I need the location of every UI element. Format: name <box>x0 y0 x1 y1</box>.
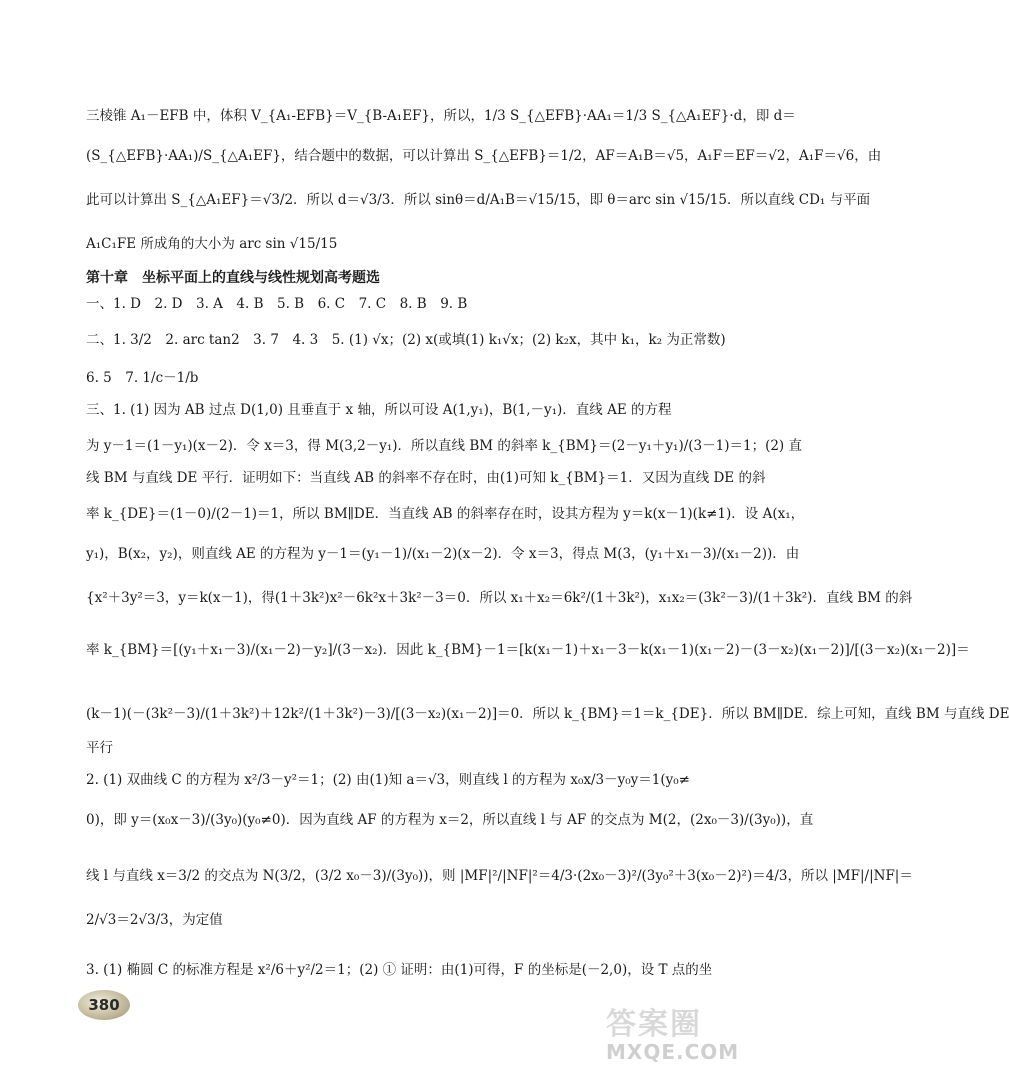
text-line: 三棱锥 A₁－EFB 中，体积 V_{A₁-EFB}＝V_{B-A₁EF}，所以，1/3 S_{△EFB}·AA₁＝1/3 S_{△A₁EF}·d，即 d＝ <box>86 108 796 124</box>
text-line: A₁C₁FE 所成角的大小为 arc sin √15/15 <box>86 236 338 252</box>
text-line: 0)，即 y＝(x₀x－3)/(3y₀)(y₀≠0)．因为直线 AF 的方程为 x＝2，所以直线 l 与 AF 的交点为 M(2，(2x₀－3)/(3y₀))，直 <box>86 812 814 828</box>
text-line: 3. (1) 椭圆 C 的标准方程是 x²/6＋y²/2＝1；(2) ① 证明：由(1)可得，F 的坐标是(－2,0)，设 T 点的坐 <box>86 962 713 978</box>
watermark-logo-bottom: MXQE.COM <box>606 1040 740 1064</box>
text-line: 三、1. (1) 因为 AB 过点 D(1,0) 且垂直于 x 轴，所以可设 A(1,y₁)，B(1,－y₁)．直线 AE 的方程 <box>86 402 672 418</box>
text-line: {x²＋3y²＝3，y＝k(x－1)，得(1＋3k²)x²－6k²x＋3k²－3＝0．所以 x₁＋x₂＝6k²/(1＋3k²)，x₁x₂＝(3k²－3)/(1＋3k²)．直线 BM 的斜 <box>86 590 913 606</box>
text-line: 率 k_{DE}＝(1－0)/(2－1)＝1，所以 BM∥DE．当直线 AB 的斜率存在时，设其方程为 y＝k(x－1)(k≠1)．设 A(x₁， <box>86 506 805 522</box>
text-line: 此可以计算出 S_{△A₁EF}＝√3/2．所以 d＝√3/3．所以 sinθ＝d/A₁B＝√15/15，即 θ＝arc sin √15/15．所以直线 CD₁ 与平面 <box>86 192 871 208</box>
text-line: 2/√3＝2√3/3，为定值 <box>86 912 223 928</box>
text-line: (k－1)(－(3k²－3)/(1＋3k²)＋12k²/(1＋3k²)－3)/[(3－x₂)(x₁－2)]＝0．所以 k_{BM}＝1＝k_{DE}．所以 BM∥DE．综上可知，直线 BM 与直线 DE <box>86 706 1009 722</box>
text-line: y₁)，B(x₂，y₂)，则直线 AE 的方程为 y－1＝(y₁－1)/(x₁－2)(x－2)．令 x＝3，得点 M(3，(y₁＋x₁－3)/(x₁－2))．由 <box>86 546 800 562</box>
text-line: 为 y－1＝(1－y₁)(x－2)．令 x＝3，得 M(3,2－y₁)．所以直线 BM 的斜率 k_{BM}＝(2－y₁＋y₁)/(3－1)＝1；(2) 直 <box>86 438 802 454</box>
text-line: 一、1. D 2. D 3. A 4. B 5. B 6. C 7. C 8. B 9. B <box>86 296 468 312</box>
watermark-logo <box>606 1007 746 1068</box>
text-line: 平行 <box>86 740 113 756</box>
page-number: 380 <box>88 996 120 1014</box>
page-number-badge <box>78 990 130 1020</box>
chapter-heading: 第十章 坐标平面上的直线与线性规划高考题选 <box>86 270 380 286</box>
text-line: 2. (1) 双曲线 C 的方程为 x²/3－y²＝1；(2) 由(1)知 a＝√3，则直线 l 的方程为 x₀x/3－y₀y＝1(y₀≠ <box>86 772 690 788</box>
text-line: 二、1. 3/2 2. arc tan2 3. 7 4. 3 5. (1) √x；(2) x(或填(1) k₁√x；(2) k₂x，其中 k₁，k₂ 为正常数) <box>86 332 726 348</box>
watermark-logo-top: 答案圈 <box>606 1007 702 1042</box>
text-line: 6. 5 7. 1/c－1/b <box>86 370 199 386</box>
text-line: 线 BM 与直线 DE 平行．证明如下：当直线 AB 的斜率不存在时，由(1)可知 k_{BM}＝1．又因为直线 DE 的斜 <box>86 470 766 486</box>
text-line: (S_{△EFB}·AA₁)/S_{△A₁EF}，结合题中的数据，可以计算出 S_{△EFB}＝1/2，AF＝A₁B＝√5，A₁F＝EF＝√2，A₁F＝√6，由 <box>86 148 882 164</box>
text-line: 率 k_{BM}＝[(y₁＋x₁－3)/(x₁－2)－y₂]/(3－x₂)．因此 k_{BM}－1＝[k(x₁－1)＋x₁－3－k(x₁－1)(x₁－2)－(3－x₂)(x₁－2)]/[(3－x₂)(x₁－2)]＝ <box>86 642 970 658</box>
text-line: 线 l 与直线 x＝3/2 的交点为 N(3/2，(3/2 x₀－3)/(3y₀))，则 |MF|²/|NF|²＝4/3·(2x₀－3)²/(3y₀²＋3(x₀－2)²)＝4/3，所以 |MF|/|NF|＝ <box>86 868 913 884</box>
